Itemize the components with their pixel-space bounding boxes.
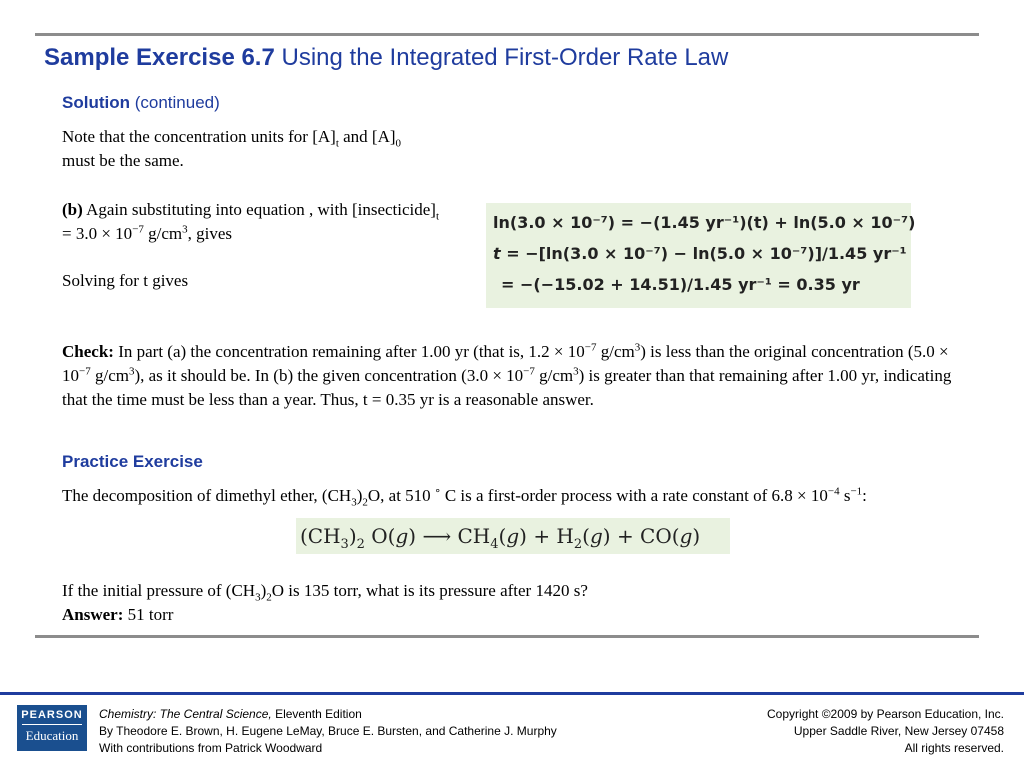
equation-line-3 [493,269,911,300]
check-exp-2: 3 [634,341,641,354]
part-b-text-3: g/cm [143,224,183,243]
equation-t-var: t [493,244,501,263]
note-sub-t: t [335,137,339,150]
rxn-p2: ( [498,524,507,548]
note-text-3: must be the same. [62,151,184,170]
check-text-6: g/cm [534,366,574,385]
equation-image [486,203,916,308]
equation-line-2 [493,238,911,269]
part-b-paragraph [62,198,442,246]
check-text-5: ), as it should be. In (b) the given concentration (3.0 × 10 [134,366,524,385]
footer-bar [0,692,1024,695]
check-text-4: g/cm [90,366,129,385]
title-topic: Using the Integrated First-Order Rate Law [274,44,729,71]
check-text-7: ) is greater than that remaining after 1.00 yr, indicating that the time must be less than a year. Thus, t = 0.35 yr is a reasonable answer. [62,366,952,409]
question-text-2: ) [260,581,267,600]
answer-label: Answer: [62,605,124,624]
check-text-1: In part (a) the concentration remaining after 1.00 yr (that is, 1.2 × 10 [113,342,585,361]
part-b-sub-t: t [435,210,440,223]
practice-paragraph [62,484,962,508]
practice-exp-2: −1 [850,485,863,498]
footer-edition: Eleventh Edition [271,707,362,721]
question-text-3: O is 135 torr, what is its pressure after 1420 s? [271,581,588,600]
rxn-p5: ) + CO( [602,524,680,548]
reaction-equation-image [296,518,730,554]
note-paragraph [62,125,482,173]
check-exp-5: −7 [523,365,535,378]
rxn-p6: ) [692,524,701,548]
part-b-label: (b) [62,200,83,219]
practice-text-3: O, at 510 ˚ C is a first-order process with a rate constant of 6.8 × 10 [367,486,828,505]
answer-value: 51 torr [123,605,174,624]
rxn-g-2: g [506,524,520,548]
check-label: Check: [62,342,114,361]
check-paragraph [62,340,962,412]
footer-book-line [99,706,557,723]
practice-text-4: s [839,486,851,505]
practice-text-2: ) [356,486,363,505]
part-b-text-1: Again substituting into equation , with [insecticide] [82,200,436,219]
footer-authors: By Theodore E. Brown, H. Eugene LeMay, Bruce E. Bursten, and Catherine J. Murphy [99,724,557,738]
logo-divider [22,724,82,725]
question-paragraph [62,579,962,603]
logo-bottom-text: Education [25,728,79,743]
rxn-r1: (CH [300,524,341,548]
rxn-r2: ) [348,524,357,548]
question-sub-1: 3 [255,591,261,604]
equation-line-3-text: = −(−15.02 + 14.51)/1.45 yr⁻¹ = 0.35 yr [501,275,860,294]
practice-sub-1: 3 [351,496,357,509]
solution-label: Solution [62,93,130,112]
practice-heading: Practice Exercise [62,452,203,471]
rxn-r4: ) [408,524,417,548]
equation-line-1: ln(3.0 × 10⁻⁷) = −(1.45 yr⁻¹)(t) + ln(5.0 × 10⁻⁷) [493,213,916,232]
practice-text-5: : [862,486,867,505]
logo-top-text: PEARSON [21,709,83,721]
footer-copyright-line: Copyright ©2009 by Pearson Education, Inc. [767,707,1004,721]
check-exp-1: −7 [584,341,597,354]
part-b-text-4: , gives [187,224,233,243]
bottom-rule [35,635,979,638]
footer-book-title: Chemistry: The Central Science, [99,707,272,721]
rxn-g-3: g [589,524,603,548]
check-text-3: ) is less than the original concentration (5.0 × 10 [62,342,949,385]
note-text-1: Note that the concentration units for [A] [62,127,336,146]
rxn-r3: O( [364,524,396,548]
solution-heading [62,93,220,113]
footer-address: Upper Saddle River, New Jersey 07458 [793,724,1004,738]
pearson-logo [17,705,87,751]
note-sub-0: 0 [395,137,402,150]
rxn-p1: CH [457,524,491,548]
rxn-p1-sub: 4 [490,537,499,552]
part-b-exp-2: 3 [182,223,188,236]
reaction-arrow-icon: ⟶ [422,524,452,548]
rxn-r2-sub: 2 [356,537,365,552]
rxn-g-4: g [679,524,693,548]
check-exp-6: 3 [573,365,579,378]
footer-rights: All rights reserved. [904,741,1004,755]
rxn-p3-sub: 2 [573,537,583,552]
solution-continued-label: (continued) [134,93,220,112]
check-exp-3: −7 [79,365,91,378]
question-text-1: If the initial pressure of (CH [62,581,256,600]
check-text-2: g/cm [596,342,635,361]
question-sub-2: 2 [266,591,272,604]
rxn-g-1: g [395,524,409,548]
check-exp-4: 3 [128,365,135,378]
slide-title [44,44,728,72]
practice-sub-2: 2 [362,496,368,509]
rxn-p3: ) + H [519,524,574,548]
answer-line [62,603,173,627]
note-text-2: and [A] [338,127,396,146]
top-rule [35,33,979,36]
practice-text-1: The decomposition of dimethyl ether, (CH [62,486,352,505]
part-b-text-2: = 3.0 × 10 [62,224,133,243]
practice-exp-1: −4 [827,485,840,498]
rxn-r1-sub: 3 [340,537,349,552]
footer-contributions: With contributions from Patrick Woodward [99,741,323,755]
rxn-p4: ( [582,524,590,548]
footer-copyright [767,706,1004,757]
title-exercise-number: Sample Exercise 6.7 [44,44,275,71]
equation-line-2-text: = −[ln(3.0 × 10⁻⁷) − ln(5.0 × 10⁻⁷)]/1.45 yr⁻¹ [500,244,907,263]
solving-text: Solving for t gives [62,271,189,290]
footer-citation [99,706,557,757]
part-b-exp: −7 [132,223,144,236]
